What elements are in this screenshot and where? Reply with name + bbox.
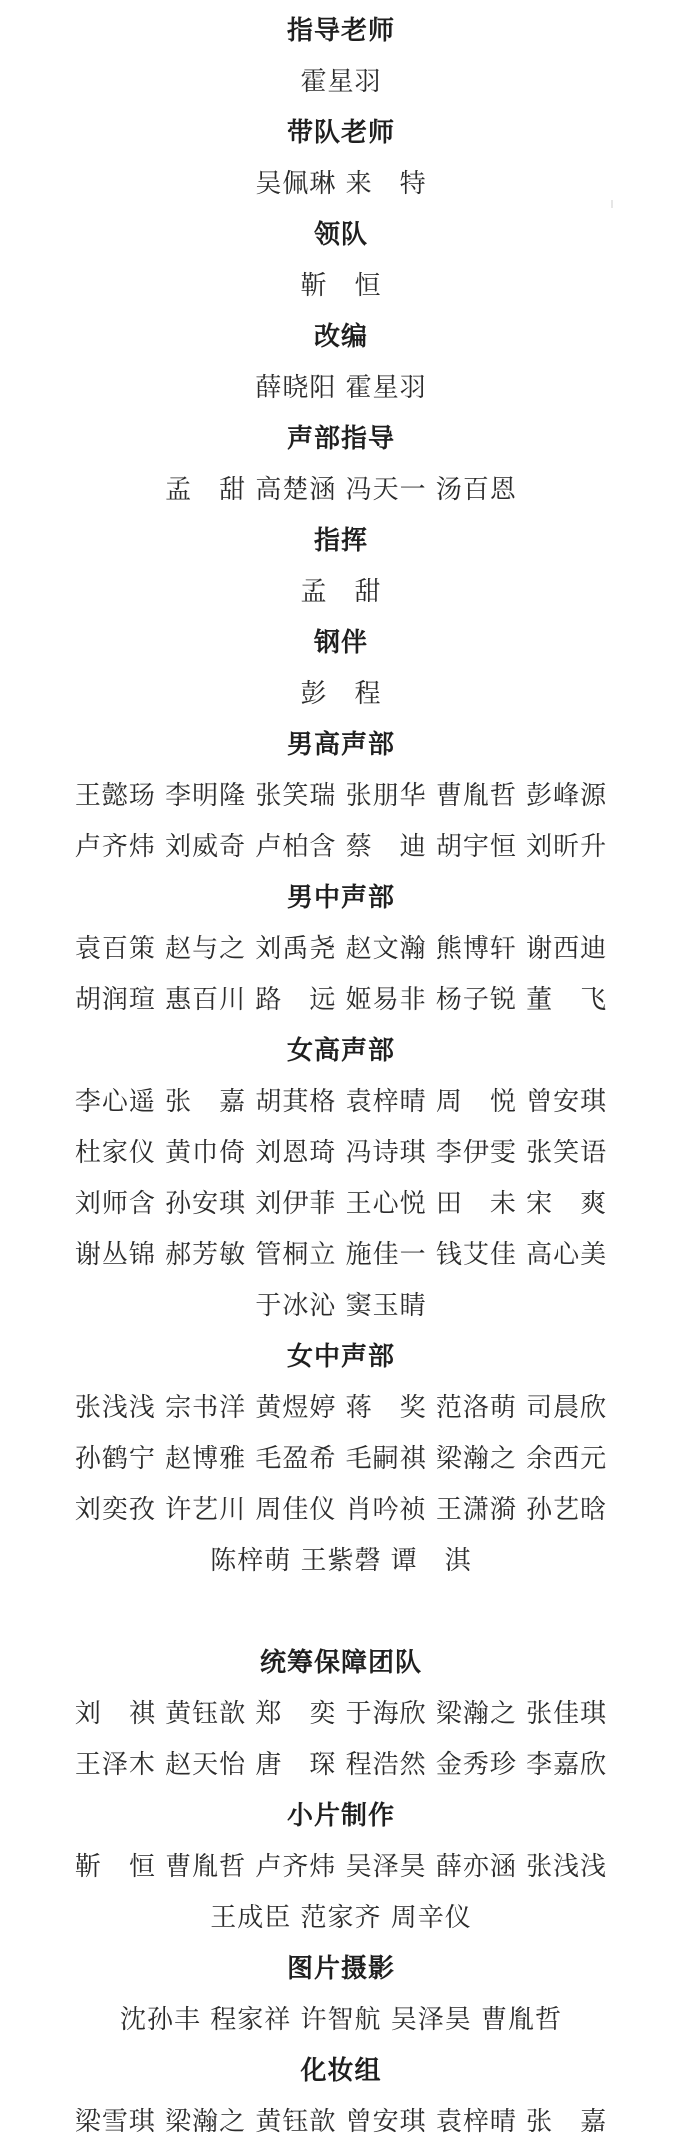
credit-section <box>0 1944 682 2046</box>
credit-section <box>0 210 682 312</box>
section-heading: 指导老师 <box>286 16 395 46</box>
name-line: 陈梓萌 王紫磬 谭 淇 <box>210 1546 472 1576</box>
name-line: 孟 甜 高楚涵 冯天一 汤百恩 <box>165 475 517 505</box>
name-line: 谢丛锦 郝芳敏 管桐立 施佳一 钱艾佳 高心美 <box>74 1240 608 1270</box>
section-heading: 领队 <box>313 220 368 250</box>
name-line: 刘师含 孙安琪 刘伊菲 王心悦 田 未 宋 爽 <box>74 1189 608 1219</box>
name-line: 胡润瑄 惠百川 路 远 姬易非 杨子锐 董 飞 <box>74 985 608 1015</box>
name-line: 张浅浅 宗书洋 黄煜婷 蒋 奖 范洛萌 司晨欣 <box>74 1393 608 1423</box>
name-line: 刘 祺 黄钰歆 郑 奕 于海欣 梁瀚之 张佳琪 <box>74 1699 608 1729</box>
name-line: 刘奕孜 许艺川 周佳仪 肖吟祯 王潇漪 孙艺晗 <box>74 1495 608 1525</box>
credit-section <box>0 1026 682 1332</box>
section-heading: 改编 <box>313 322 368 352</box>
scan-speck <box>611 200 613 208</box>
credit-section <box>0 1791 682 1944</box>
name-line: 薛晓阳 霍星羽 <box>255 373 427 403</box>
section-heading: 图片摄影 <box>286 1954 395 1984</box>
section-spacer <box>0 1587 682 1638</box>
section-heading: 男中声部 <box>286 883 395 913</box>
name-line: 沈孙丰 程家祥 许智航 吴泽昊 曹胤哲 <box>119 2005 563 2035</box>
section-heading: 统筹保障团队 <box>259 1648 422 1678</box>
section-heading: 声部指导 <box>286 424 395 454</box>
credit-section <box>0 1638 682 1791</box>
name-line: 孟 甜 <box>300 577 382 607</box>
section-heading: 钢伴 <box>313 628 368 658</box>
section-heading: 化妆组 <box>300 2056 382 2086</box>
name-line: 李心遥 张 嘉 胡萁格 袁梓晴 周 悦 曾安琪 <box>74 1087 608 1117</box>
credits-group-support <box>0 1638 682 2148</box>
name-line: 吴佩琳 来 特 <box>255 169 427 199</box>
credits-group-performers <box>0 6 682 1587</box>
name-line: 靳 恒 <box>300 271 382 301</box>
credit-section <box>0 6 682 108</box>
name-line: 孙鹤宁 赵博雅 毛盈希 毛嗣祺 梁瀚之 余西元 <box>74 1444 608 1474</box>
section-heading: 女高声部 <box>286 1036 395 1066</box>
name-line: 袁百策 赵与之 刘禹尧 赵文瀚 熊博轩 谢西迪 <box>74 934 608 964</box>
name-line: 彭 程 <box>300 679 382 709</box>
credit-section <box>0 618 682 720</box>
section-heading: 女中声部 <box>286 1342 395 1372</box>
section-heading: 小片制作 <box>286 1801 395 1831</box>
credit-section <box>0 312 682 414</box>
section-heading: 指挥 <box>313 526 368 556</box>
credit-section <box>0 720 682 873</box>
name-line: 王成臣 范家齐 周辛仪 <box>210 1903 472 1933</box>
name-line: 于冰沁 窦玉睛 <box>255 1291 427 1321</box>
name-line: 霍星羽 <box>300 67 382 97</box>
name-line: 王懿玚 李明隆 张笑瑞 张朋华 曹胤哲 彭峰源 <box>74 781 608 811</box>
credit-section <box>0 1332 682 1587</box>
credit-section <box>0 873 682 1026</box>
credit-section <box>0 108 682 210</box>
section-heading: 带队老师 <box>286 118 395 148</box>
name-line: 王泽木 赵天怡 唐 琛 程浩然 金秀珍 李嘉欣 <box>74 1750 608 1780</box>
name-line: 卢齐炜 刘威奇 卢柏含 蔡 迪 胡宇恒 刘昕升 <box>74 832 608 862</box>
credit-section <box>0 516 682 618</box>
credit-section <box>0 414 682 516</box>
name-line: 杜家仪 黄巾倚 刘恩琦 冯诗琪 李伊雯 张笑语 <box>74 1138 608 1168</box>
name-line: 梁雪琪 梁瀚之 黄钰歆 曾安琪 袁梓晴 张 嘉 <box>74 2107 608 2137</box>
name-line: 靳 恒 曹胤哲 卢齐炜 吴泽昊 薛亦涵 张浅浅 <box>74 1852 608 1882</box>
section-heading: 男高声部 <box>286 730 395 760</box>
credit-section <box>0 2046 682 2148</box>
